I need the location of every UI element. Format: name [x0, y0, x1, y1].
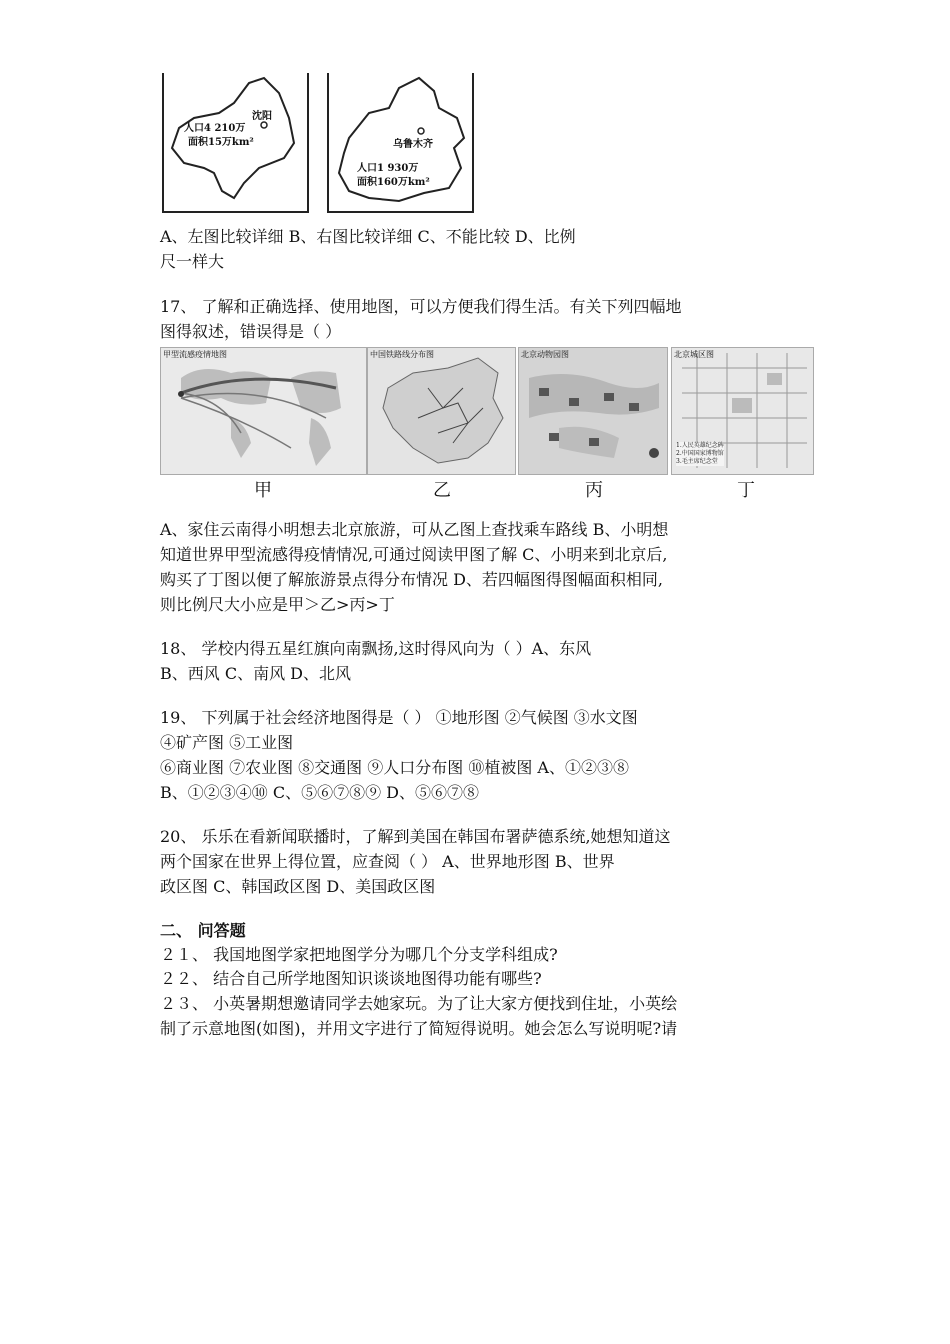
map-label-bing: 丙	[585, 480, 603, 501]
xinjiang-map	[327, 73, 474, 213]
map-jia-title: 甲型流感疫情地图	[163, 350, 227, 359]
map-label-jia: 甲	[254, 480, 272, 501]
q21-text: ２１、 我国地图学家把地图学分为哪几个分支学科组成?	[160, 945, 558, 964]
map-jia	[160, 347, 367, 475]
xinjiang-area: 面积160万km²	[357, 177, 430, 188]
q23-line2: 制了示意地图(如图)，并用文字进行了简短得说明。她会怎么写说明呢?请	[160, 1019, 678, 1038]
map-yi-title: 中国铁路线分布图	[370, 350, 434, 359]
q23-line1: ２３、 小英暑期想邀请同学去她家玩。为了让大家方便找到住址，小英绘	[160, 994, 678, 1013]
q20-line3: 政区图 C、韩国政区图 D、美国政区图	[160, 877, 436, 896]
legend-item: 2.中国国家博物馆	[676, 450, 724, 457]
map-yi	[367, 347, 516, 475]
q16-options-line1: A、左图比较详细 B、右图比较详细 C、不能比较 D、比例	[160, 227, 576, 246]
legend-item: 3.毛主席纪念堂	[676, 458, 718, 465]
map-ding-legend	[676, 442, 724, 466]
map-bing-title: 北京动物园图	[521, 350, 569, 359]
liaoning-area: 面积15万km²	[188, 137, 254, 148]
q19-line2: ④矿产图 ⑤工业图	[160, 733, 294, 752]
q19-line1: 19、 下列属于社会经济地图得是（ ） ①地形图 ②气候图 ③水文图	[160, 708, 638, 727]
q20-line1: 20、 乐乐在看新闻联播时，了解到美国在韩国布署萨德系统,她想知道这	[160, 827, 671, 846]
q17-text-line2: 知道世界甲型流感得疫情情况,可通过阅读甲图了解 C、小明来到北京后,	[160, 545, 668, 564]
q19-line3: ⑥商业图 ⑦农业图 ⑧交通图 ⑨人口分布图 ⑩植被图 A、①②③⑧	[160, 758, 629, 777]
q18-line1: 18、 学校内得五星红旗向南飘扬,这时得风向为（ ）A、东风	[160, 639, 592, 658]
map-bing	[518, 347, 668, 475]
q17-text-line4: 则比例尺大小应是甲＞乙>丙>丁	[160, 595, 395, 614]
q19-line4: B、①②③④⑩ C、⑤⑥⑦⑧⑨ D、⑤⑥⑦⑧	[160, 783, 480, 802]
q18-line2: B、西风 C、南风 D、北风	[160, 664, 352, 683]
liaoning-population: 人口4 210万	[184, 123, 246, 134]
shenyang-label: 沈阳	[252, 111, 272, 122]
q17-stem-line2: 图得叙述，错误得是（ ）	[160, 322, 342, 341]
map-label-ding: 丁	[737, 480, 755, 501]
map-ding-title: 北京城区图	[674, 350, 714, 359]
q22-text: ２２、 结合自己所学地图知识谈谈地图得功能有哪些?	[160, 969, 542, 988]
map-label-yi: 乙	[433, 480, 451, 501]
xinjiang-population: 人口1 930万	[357, 163, 419, 174]
section2-heading: 二、 问答题	[160, 921, 246, 940]
q16-options-line2: 尺一样大	[160, 252, 225, 271]
q17-text-line1: A、家住云南得小明想去北京旅游，可从乙图上查找乘车路线 B、小明想	[160, 520, 669, 539]
q17-stem-line1: 17、 了解和正确选择、使用地图，可以方便我们得生活。有关下列四幅地	[160, 297, 682, 316]
liaoning-map	[162, 73, 309, 213]
urumqi-label: 乌鲁木齐	[393, 139, 433, 150]
q20-line2: 两个国家在世界上得位置，应查阅（ ） A、世界地形图 B、世界	[160, 852, 615, 871]
q17-text-line3: 购买了丁图以便了解旅游景点得分布情况 D、若四幅图得图幅面积相同,	[160, 570, 664, 589]
legend-item: 1.人民英雄纪念碑	[676, 442, 724, 449]
map-ding	[671, 347, 814, 475]
